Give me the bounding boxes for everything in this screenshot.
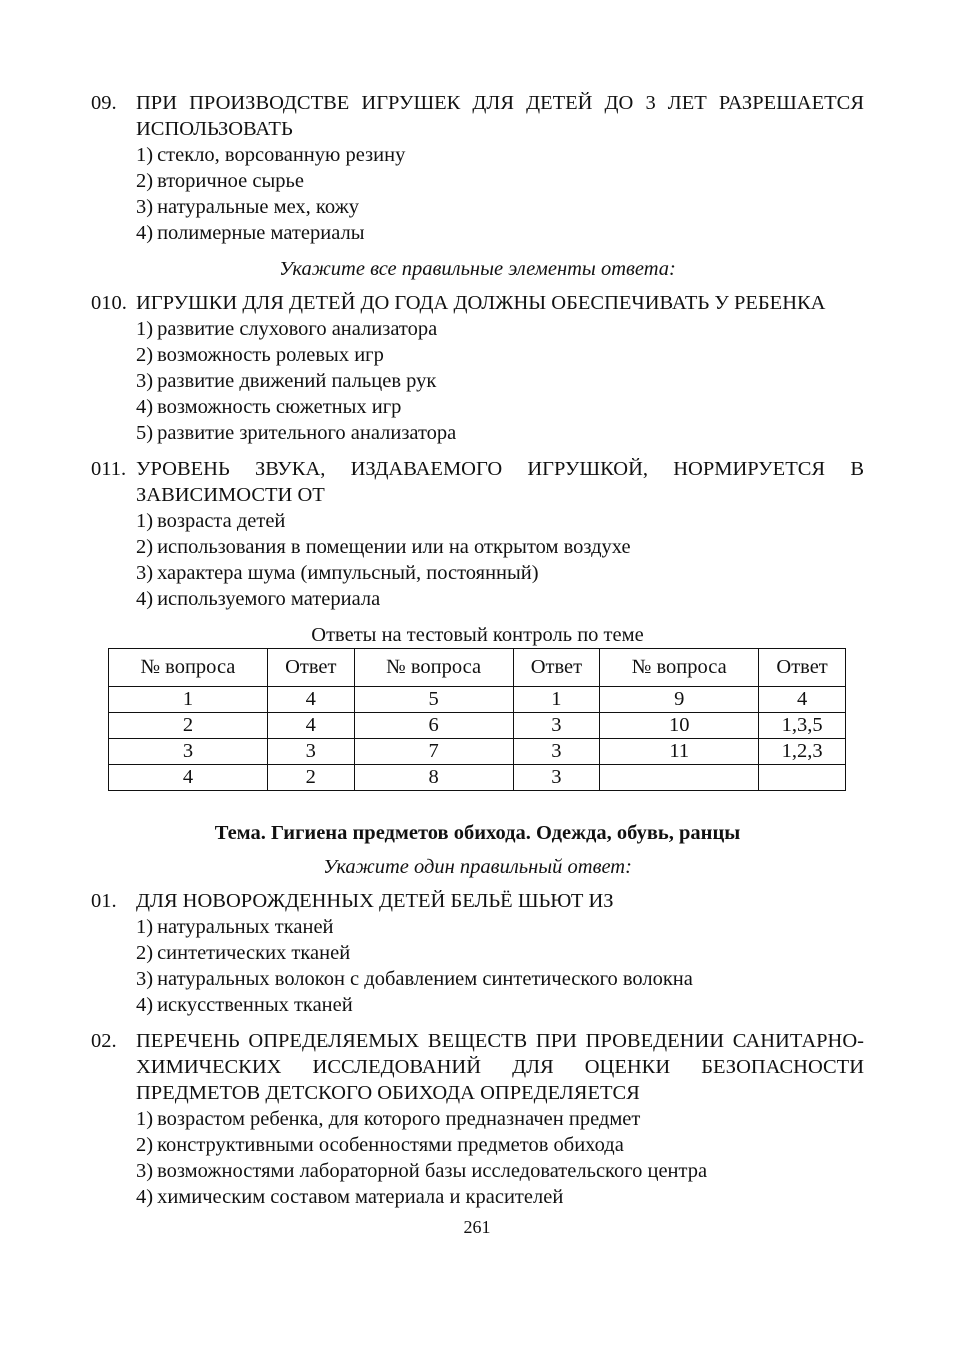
- option-item: [136, 168, 864, 194]
- table-cell: 4: [109, 765, 268, 791]
- option-number: 1): [136, 144, 154, 166]
- option-number: 5): [136, 422, 154, 444]
- table-row: [109, 765, 846, 791]
- answer-options: [136, 508, 864, 612]
- instruction-multiple: Укажите все правильные элементы ответа:: [279, 258, 676, 280]
- option-number: 4): [136, 396, 154, 418]
- table-row: [109, 739, 846, 765]
- table-cell: 3: [513, 765, 600, 791]
- table-cell: 5: [354, 687, 513, 713]
- table-header-row: [109, 649, 846, 687]
- option-item: [136, 560, 864, 586]
- table-cell: 2: [267, 765, 354, 791]
- option-text: характера шума (импульсный, постоянный): [157, 562, 539, 584]
- option-item: [136, 342, 864, 368]
- option-text: развитие движений пальцев рук: [157, 370, 437, 392]
- option-item: [136, 368, 864, 394]
- question-09: [91, 90, 864, 246]
- option-item: [136, 1184, 864, 1210]
- question-header: [91, 456, 864, 508]
- option-item: [136, 940, 864, 966]
- option-item: [136, 316, 864, 342]
- option-number: 2): [136, 170, 154, 192]
- table-cell: 1,3,5: [759, 713, 846, 739]
- option-number: 2): [136, 344, 154, 366]
- answer-options: [136, 142, 864, 246]
- option-text: синтетических тканей: [157, 942, 351, 964]
- question-number: 010.: [91, 292, 127, 314]
- column-header: Ответ: [513, 649, 600, 687]
- question-number: 011.: [91, 458, 127, 480]
- table-cell: 1: [109, 687, 268, 713]
- option-text: натуральных тканей: [157, 916, 334, 938]
- column-header: № вопроса: [600, 649, 759, 687]
- option-number: 4): [136, 994, 154, 1016]
- option-item: [136, 534, 864, 560]
- option-number: 3): [136, 968, 154, 990]
- column-header: Ответ: [267, 649, 354, 687]
- column-header: Ответ: [759, 649, 846, 687]
- option-item: [136, 142, 864, 168]
- answers-table: [108, 648, 846, 791]
- table-cell: 9: [600, 687, 759, 713]
- question-010: [91, 290, 864, 446]
- table-cell: 2: [109, 713, 268, 739]
- table-cell: 4: [267, 713, 354, 739]
- question-text: ИГРУШКИ ДЛЯ ДЕТЕЙ ДО ГОДА ДОЛЖНЫ ОБЕСПЕЧИВАТЬ У РЕБЕНКА: [136, 292, 826, 314]
- option-number: 1): [136, 916, 154, 938]
- option-number: 2): [136, 942, 154, 964]
- table-cell: 1,2,3: [759, 739, 846, 765]
- question-02: [91, 1028, 864, 1210]
- page-number: 261: [463, 1217, 491, 1237]
- option-number: 3): [136, 196, 154, 218]
- option-text: полимерные материалы: [157, 222, 365, 244]
- option-text: возраста детей: [157, 510, 286, 532]
- option-item: [136, 220, 864, 246]
- option-text: искусственных тканей: [157, 994, 353, 1016]
- table-cell: [600, 765, 759, 791]
- option-item: [136, 1158, 864, 1184]
- answer-options: [136, 316, 864, 446]
- question-text: ПЕРЕЧЕНЬ ОПРЕДЕЛЯЕМЫХ ВЕЩЕСТВ ПРИ ПРОВЕДЕНИИ САНИТАРНО-ХИМИЧЕСКИХ ИССЛЕДОВАНИЙ ДЛЯ ОЦЕНКИ БЕЗОПАСНОСТИ ПРЕДМЕТОВ ДЕТСКОГО ОБИХОДА ОПРЕДЕЛЯЕТСЯ: [136, 1030, 864, 1104]
- option-text: развитие слухового анализатора: [157, 318, 438, 340]
- table-row: [109, 687, 846, 713]
- option-text: натуральных волокон с добавлением синтетического волокна: [157, 968, 693, 990]
- question-011: [91, 456, 864, 612]
- option-number: 1): [136, 318, 154, 340]
- table-cell: 10: [600, 713, 759, 739]
- answer-options: [136, 1106, 864, 1210]
- column-header: № вопроса: [109, 649, 268, 687]
- question-number: 01.: [91, 890, 117, 912]
- option-number: 4): [136, 1186, 154, 1208]
- option-text: вторичное сырье: [157, 170, 304, 192]
- question-number: 02.: [91, 1030, 117, 1052]
- option-text: возможностями лабораторной базы исследовательского центра: [157, 1160, 708, 1182]
- question-header: [91, 1028, 864, 1106]
- question-header: [91, 888, 864, 914]
- option-text: натуральные мех, кожу: [157, 196, 360, 218]
- option-text: использования в помещении или на открытом воздухе: [157, 536, 631, 558]
- document-page: [91, 90, 864, 1220]
- table-cell: 8: [354, 765, 513, 791]
- option-item: [136, 586, 864, 612]
- table-row: [109, 713, 846, 739]
- table-cell: 4: [267, 687, 354, 713]
- option-number: 2): [136, 536, 154, 558]
- question-number: 09.: [91, 92, 117, 114]
- option-item: [136, 420, 864, 446]
- option-text: возможность ролевых игр: [157, 344, 384, 366]
- option-number: 3): [136, 1160, 154, 1182]
- option-text: возможность сюжетных игр: [157, 396, 402, 418]
- table-cell: 4: [759, 687, 846, 713]
- option-text: используемого материала: [157, 588, 381, 610]
- table-cell: 7: [354, 739, 513, 765]
- question-text: ДЛЯ НОВОРОЖДЕННЫХ ДЕТЕЙ БЕЛЬЁ ШЬЮТ ИЗ: [136, 890, 614, 912]
- option-text: возрастом ребенка, для которого предназначен предмет: [157, 1108, 641, 1130]
- option-text: стекло, ворсованную резину: [157, 144, 406, 166]
- column-header: № вопроса: [354, 649, 513, 687]
- option-item: [136, 914, 864, 940]
- option-item: [136, 394, 864, 420]
- option-item: [136, 1106, 864, 1132]
- table-cell: [759, 765, 846, 791]
- option-item: [136, 966, 864, 992]
- question-header: [91, 290, 864, 316]
- instruction-single: Укажите один правильный ответ:: [323, 856, 632, 878]
- option-number: 4): [136, 222, 154, 244]
- option-item: [136, 508, 864, 534]
- option-text: химическим составом материала и красителей: [157, 1186, 564, 1208]
- option-number: 1): [136, 1108, 154, 1130]
- answers-table-caption: Ответы на тестовый контроль по теме: [311, 624, 644, 646]
- option-item: [136, 992, 864, 1018]
- answer-options: [136, 914, 864, 1018]
- table-cell: 11: [600, 739, 759, 765]
- topic-title: Тема. Гигиена предметов обихода. Одежда, обувь, ранцы: [214, 822, 741, 844]
- question-01: [91, 888, 864, 1018]
- question-text: УРОВЕНЬ ЗВУКА, ИЗДАВАЕМОГО ИГРУШКОЙ, НОРМИРУЕТСЯ В ЗАВИСИМОСТИ ОТ: [136, 458, 864, 506]
- question-text: ПРИ ПРОИЗВОДСТВЕ ИГРУШЕК ДЛЯ ДЕТЕЙ ДО 3 ЛЕТ РАЗРЕШАЕТСЯ ИСПОЛЬЗОВАТЬ: [136, 92, 864, 140]
- option-item: [136, 194, 864, 220]
- option-text: конструктивными особенностями предметов обихода: [157, 1134, 624, 1156]
- option-item: [136, 1132, 864, 1158]
- option-text: развитие зрительного анализатора: [157, 422, 457, 444]
- table-cell: 3: [513, 739, 600, 765]
- table-cell: 3: [267, 739, 354, 765]
- table-cell: 3: [513, 713, 600, 739]
- option-number: 4): [136, 588, 154, 610]
- table-cell: 1: [513, 687, 600, 713]
- option-number: 2): [136, 1134, 154, 1156]
- option-number: 1): [136, 510, 154, 532]
- table-cell: 3: [109, 739, 268, 765]
- option-number: 3): [136, 370, 154, 392]
- question-header: [91, 90, 864, 142]
- option-number: 3): [136, 562, 154, 584]
- table-cell: 6: [354, 713, 513, 739]
